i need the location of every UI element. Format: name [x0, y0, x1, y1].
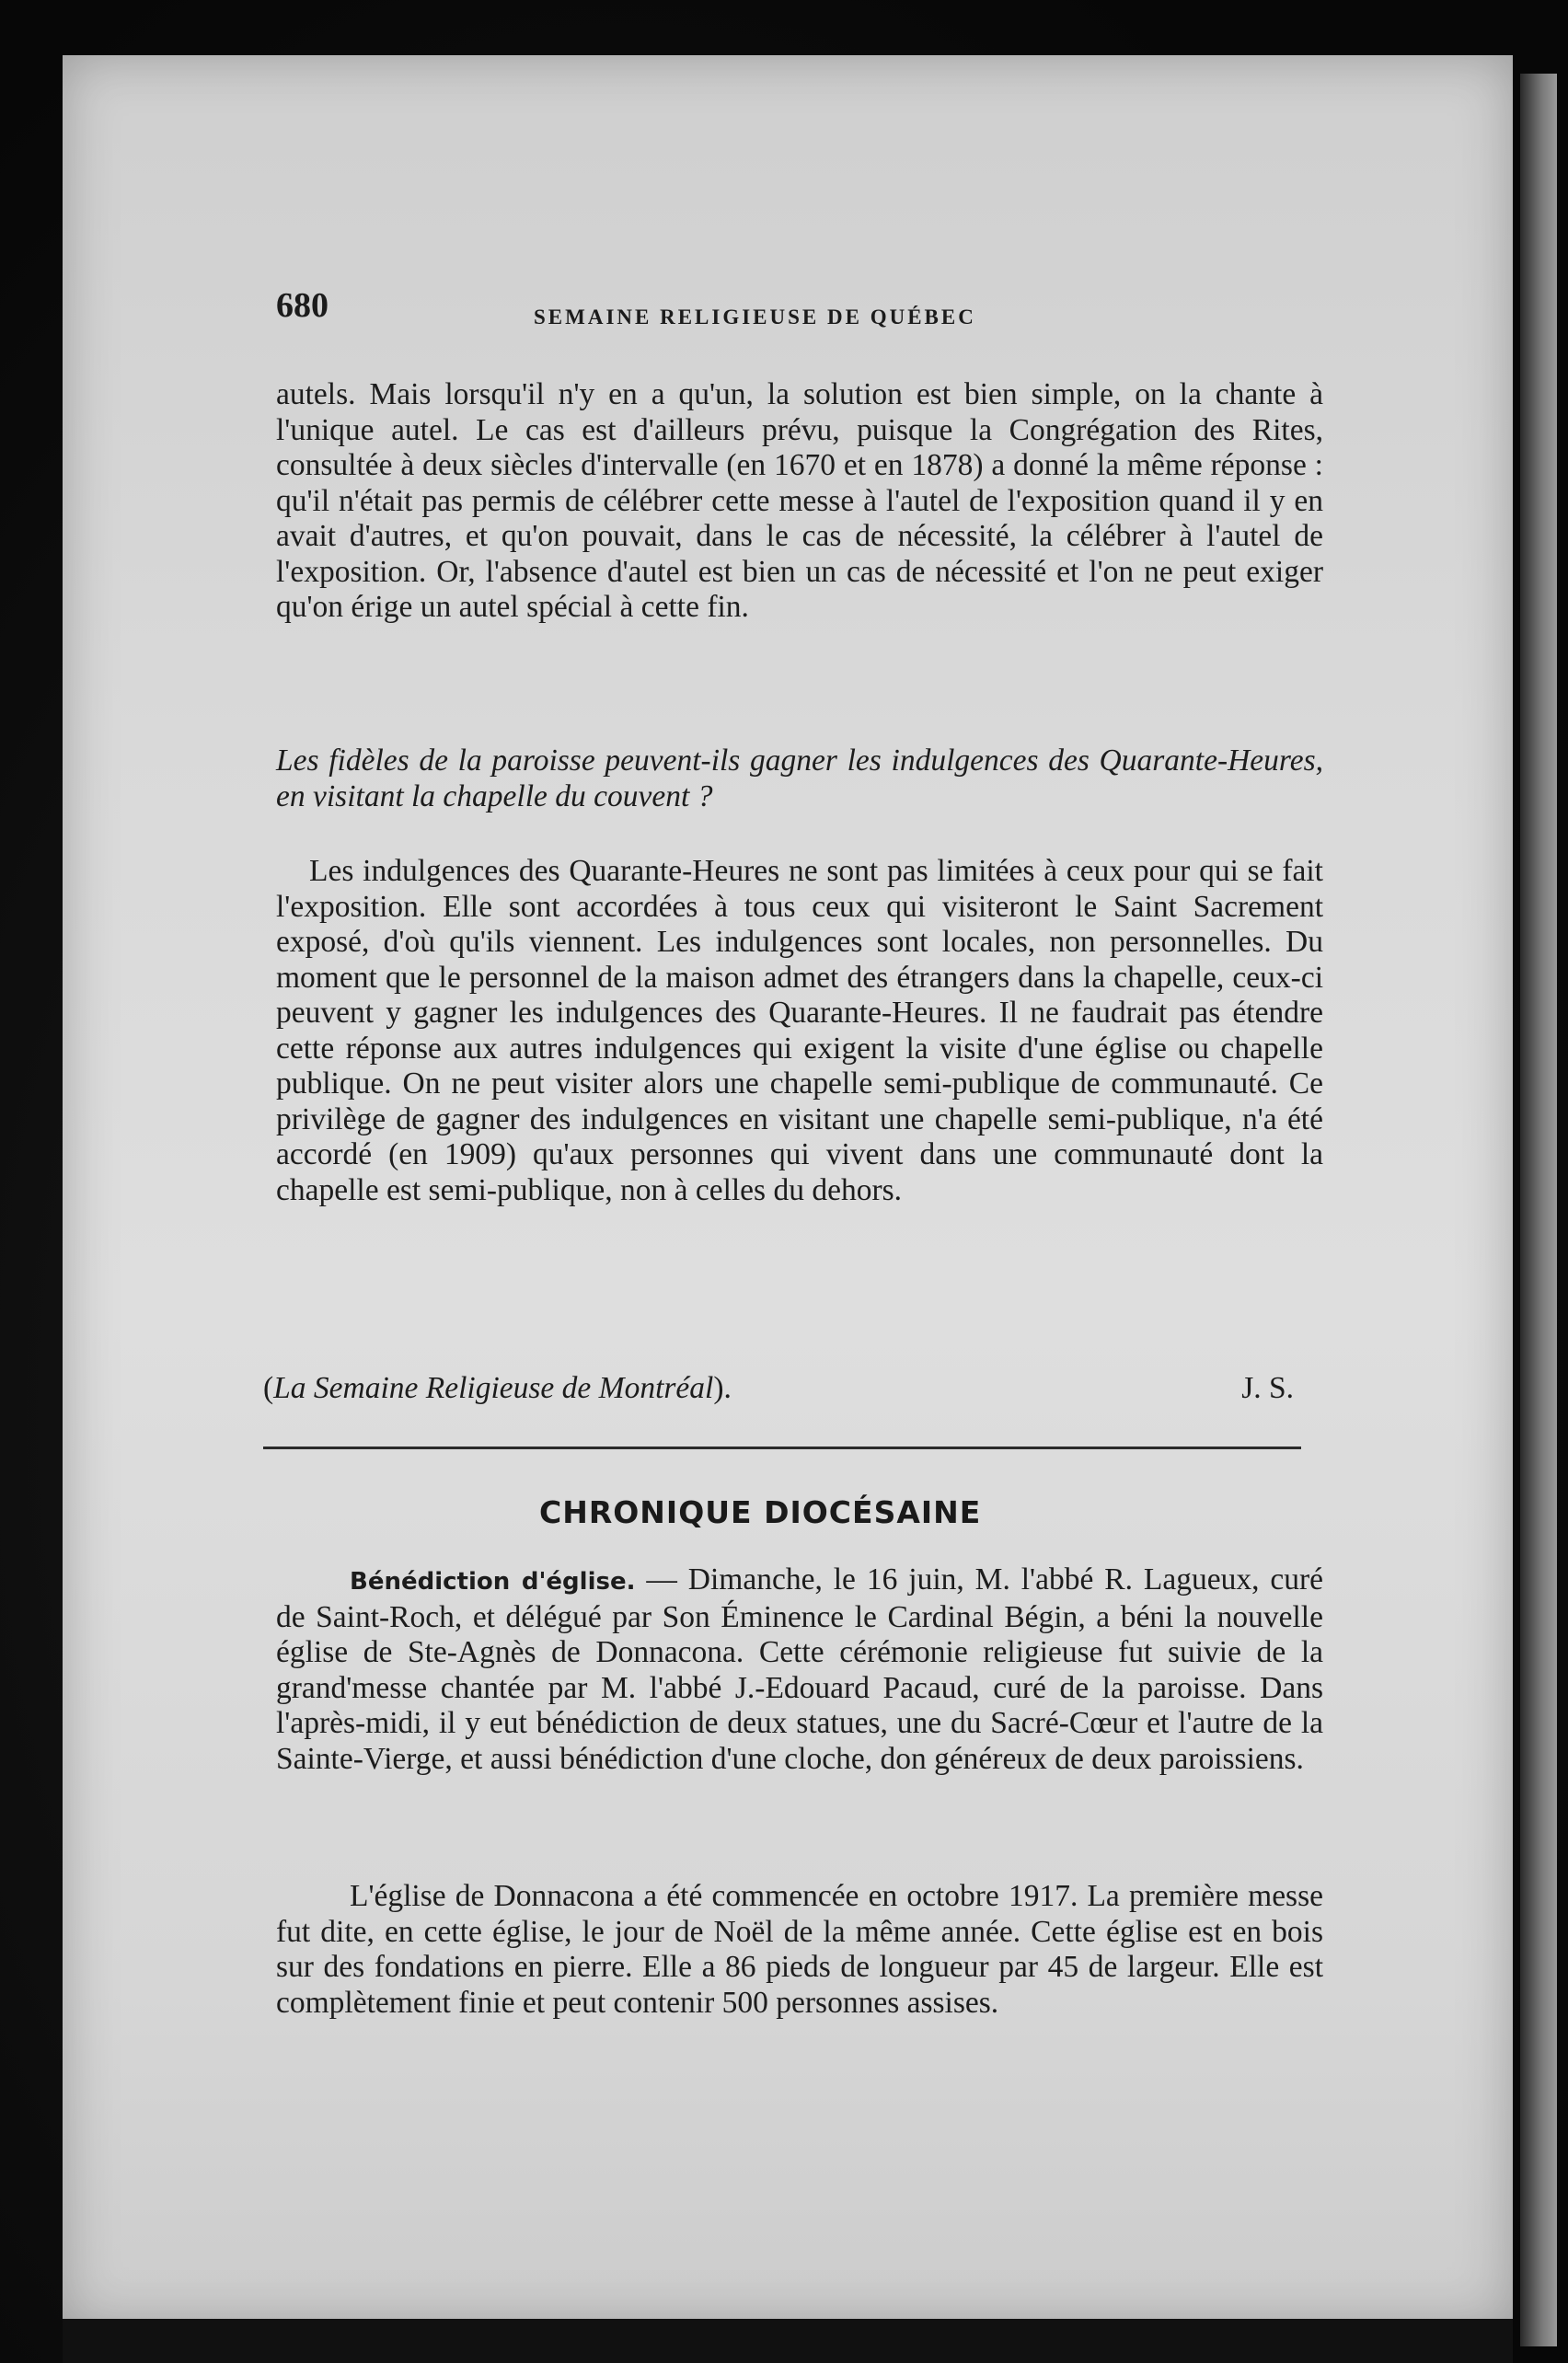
chronicle-paragraph-2: L'église de Donnacona a été commencée en octobre 1917. La première messe fut dite, en cette église, le jour de Noël de la même année. Cette église est en bois sur des fondations en pierre. Elle a 86 pieds de longueur par 45 de largeur. Elle est complètement finie et peut contenir 500 personnes assises.: [276, 1879, 1323, 2020]
chronicle-lead-in: Bénédiction d'église.: [350, 1568, 636, 1596]
source-attribution: [263, 1371, 1294, 1406]
question-heading: Les fidèles de la paroisse peuvent-ils gagner les indulgences des Quarante-Heures, en visitant la chapelle du couvent ?: [276, 743, 1323, 813]
source-close-paren: ).: [713, 1371, 732, 1405]
section-title: CHRONIQUE DIOCÉSAINE: [539, 1494, 982, 1530]
chronicle-paragraph-1: [276, 1562, 1323, 1777]
page-number: 680: [276, 286, 329, 325]
source-open-paren: (: [263, 1371, 274, 1405]
body-paragraph-1: autels. Mais lorsqu'il n'y en a qu'un, la solution est bien simple, on la chante à l'unique autel. Le cas est d'ailleurs prévu, puisque la Congrégation des Rites, consultée à deux siècles d'intervalle (en 1670 et en 1878) a donné la même réponse : qu'il n'était pas permis de célébrer cette messe à l'autel de l'exposition quand il y en avait d'autres, et qu'on pouvait, dans le cas de nécessité, la célébrer à l'autel de l'exposition. Or, l'absence d'autel est bien un cas de nécessité et l'on ne peut exiger qu'on érige un autel spécial à cette fin.: [276, 377, 1323, 624]
body-paragraph-2: Les indulgences des Quarante-Heures ne sont pas limitées à ceux pour qui se fait l'exposition. Elle sont accordées à tous ceux qui visiteront le Saint Sacrement exposé, d'où qu'ils viennent. Les indulgences sont locales, non personnelles. Du moment que le personnel de la maison admet des étrangers dans la chapelle, ceux-ci peuvent y gagner les indulgences des Quarante-Heures. Il ne faudrait pas étendre cette réponse aux autres indulgences qui exigent la visite d'une église ou chapelle publique. On ne peut visiter alors une chapelle semi-publique de communauté. Ce privilège de gagner des indulgences en visitant une chapelle semi-publique, n'a été accordé (en 1909) qu'aux personnes qui vivent dans une communauté dont la chapelle est semi-publique, non à celles du dehors.: [276, 854, 1323, 1207]
section-divider: [263, 1447, 1301, 1449]
author-initials: J. S.: [1241, 1371, 1294, 1405]
source-title: La Semaine Religieuse de Montréal: [273, 1371, 714, 1405]
facing-page-edge: [1520, 74, 1557, 2346]
page-header: [276, 285, 1334, 340]
scan-bottom-edge: [63, 2319, 1513, 2363]
running-head: SEMAINE RELIGIEUSE DE QUÉBEC: [534, 305, 976, 329]
chronicle-paragraph-1-text: — Dimanche, le 16 juin, M. l'abbé R. Lagueux, curé de Saint-Roch, et délégué par Son Éminence le Cardinal Bégin, a béni la nouvelle église de Ste-Agnès de Donnacona. Cette cérémonie religieuse fut suivie de la grand'messe chantée par M. l'abbé J.-Edouard Pacaud, curé de la paroisse. Dans l'après-midi, il y eut bénédiction de deux statues, une du Sacré-Cœur et l'autre de la Sainte-Vierge, et aussi bénédiction d'une cloche, don généreux de deux paroissiens.: [276, 1562, 1324, 1776]
